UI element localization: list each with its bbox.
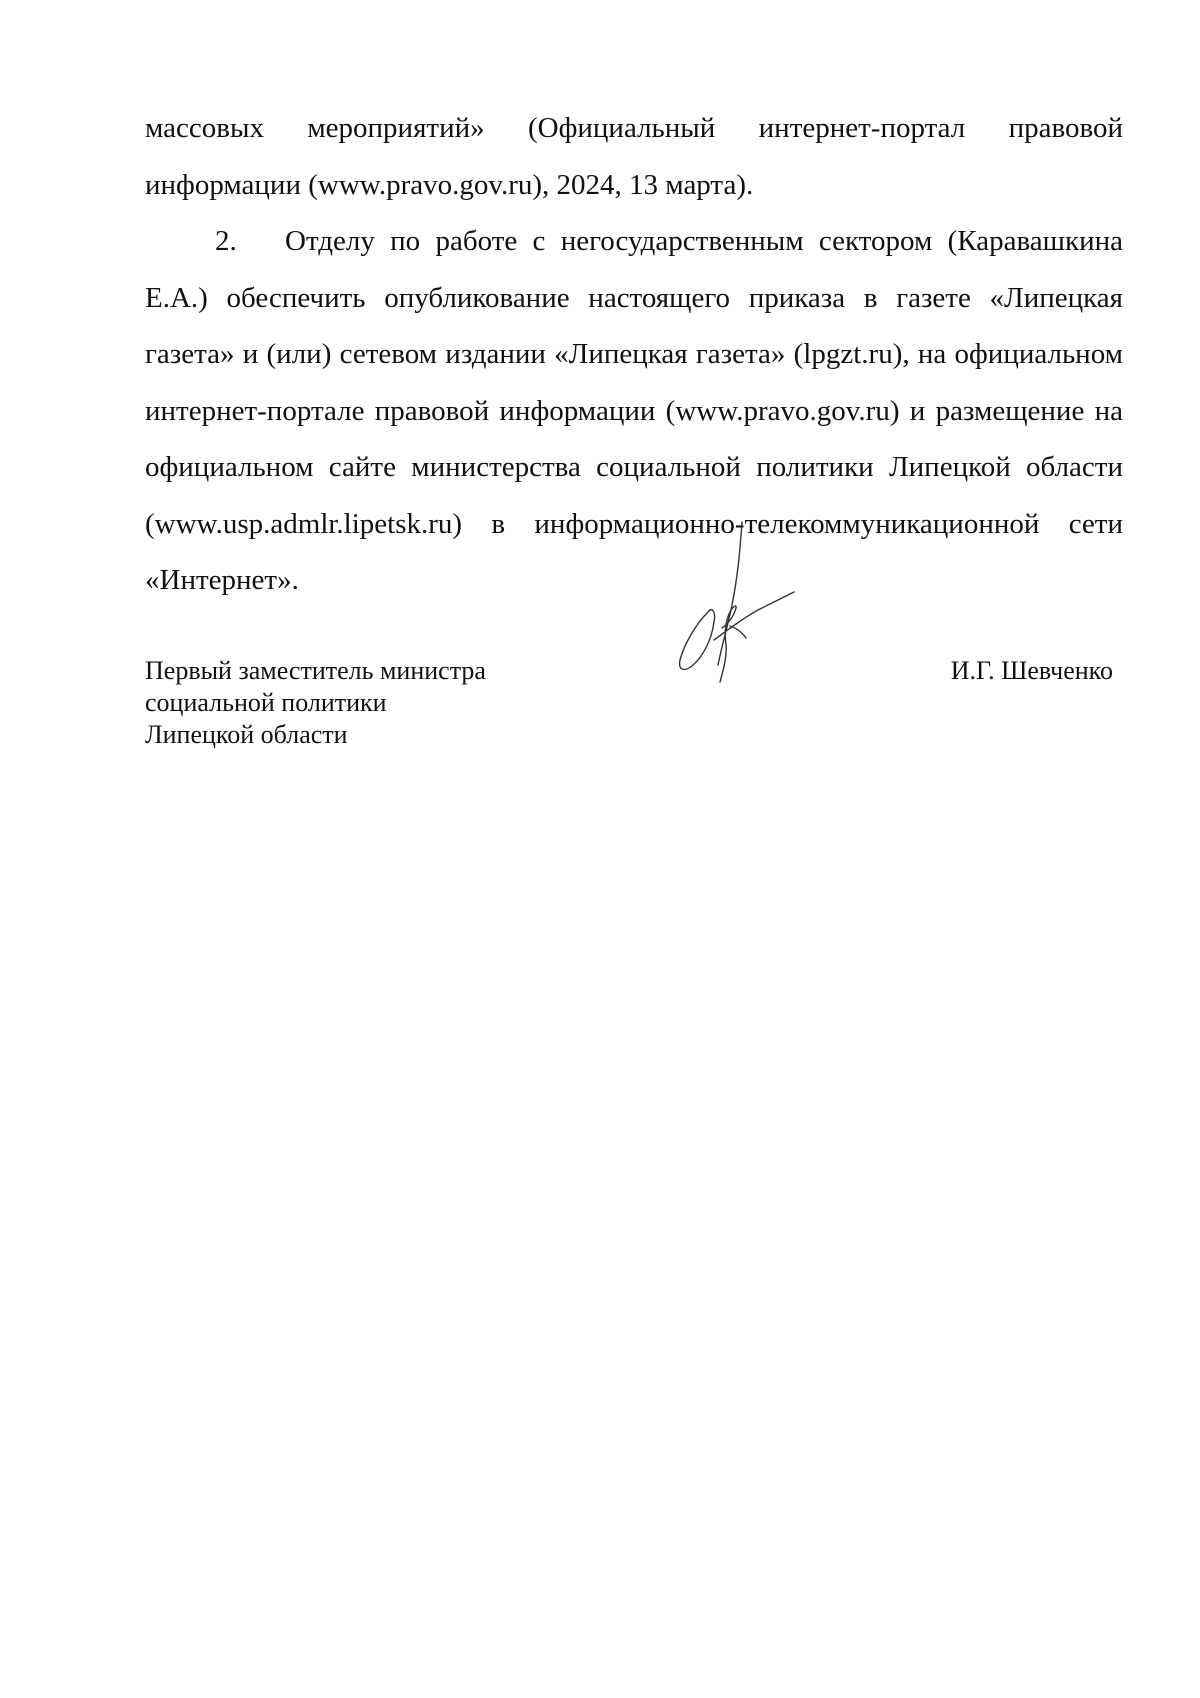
handwritten-signature-icon	[670, 520, 800, 710]
signer-position	[145, 655, 565, 751]
paragraph-2-text: Отделу по работе с негосударственным сектором (Каравашкина Е.А.) обеспечить опубликование настоящего приказа в газете «Липецкая газета» и (или) сетевом издании «Липецкая газета» (lpgzt.ru), на официальном интернет-портале правовой информации (www.pravo.gov.ru) и размещение на официальном сайте министерства социальной политики Липецкой области (www.usp.admlr.lipetsk.ru) в информационно-телекоммуникационной сети «Интернет».	[145, 225, 1123, 596]
paragraph-2	[145, 213, 1123, 609]
document-body	[145, 100, 1123, 609]
paragraph-1-continuation: массовых мероприятий» (Официальный интернет-портал правовой информации (www.pravo.gov.ru), 2024, 13 марта).	[145, 112, 1123, 201]
paragraph-2-number: 2.	[215, 225, 237, 257]
signer-position-line-2: социальной политики	[145, 688, 387, 717]
signer-name: И.Г. Шевченко	[950, 656, 1113, 685]
signature-block	[145, 655, 1123, 755]
signer-position-line-1: Первый заместитель министра	[145, 656, 486, 685]
signer-position-line-3: Липецкой области	[145, 720, 348, 749]
